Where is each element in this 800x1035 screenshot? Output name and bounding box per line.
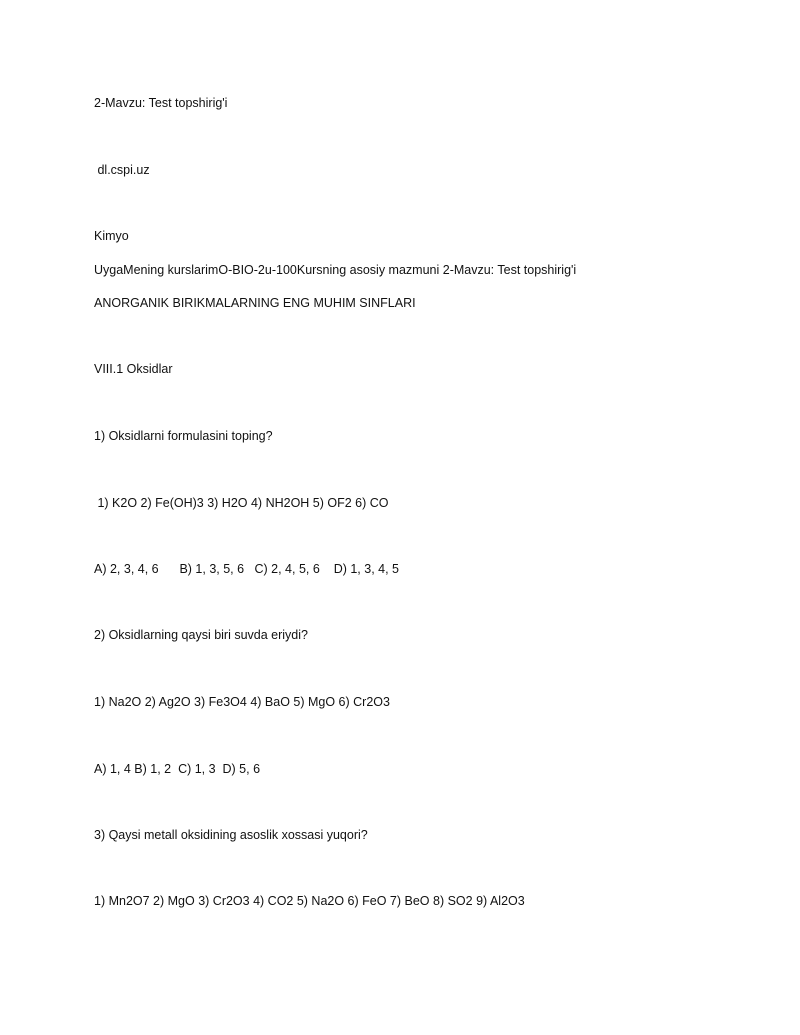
- question-1-answers: A) 2, 3, 4, 6 B) 1, 3, 5, 6 C) 2, 4, 5, 6 D) 1, 3, 4, 5: [94, 562, 399, 576]
- breadcrumb: UygaMening kurslarimO-BIO-2u-100Kursning asosiy mazmuni 2-Mavzu: Test topshirig'i: [94, 263, 577, 277]
- question-1-items: 1) K2O 2) Fe(OH)3 3) H2O 4) NH2OH 5) OF2 6) CO: [94, 496, 389, 510]
- topic-heading: 2-Mavzu: Test topshirig'i: [94, 96, 228, 110]
- question-3-items: 1) Mn2O7 2) MgO 3) Cr2O3 4) CO2 5) Na2O 6) FeO 7) BeO 8) SO2 9) Al2O3: [94, 894, 525, 908]
- subject-label: Kimyo: [94, 229, 129, 243]
- question-1: 1) Oksidlarni formulasini toping?: [94, 429, 273, 443]
- question-2: 2) Oksidlarning qaysi biri suvda eriydi?: [94, 628, 308, 642]
- subsection-title: VIII.1 Oksidlar: [94, 362, 173, 376]
- site-url: dl.cspi.uz: [94, 163, 150, 177]
- question-2-answers: A) 1, 4 B) 1, 2 C) 1, 3 D) 5, 6: [94, 762, 261, 776]
- question-2-items: 1) Na2O 2) Ag2O 3) Fe3O4 4) BaO 5) MgO 6) Cr2O3: [94, 695, 390, 709]
- question-3: 3) Qaysi metall oksidining asoslik xossasi yuqori?: [94, 828, 368, 842]
- section-title: ANORGANIK BIRIKMALARNING ENG MUHIM SINFLARI: [94, 296, 416, 310]
